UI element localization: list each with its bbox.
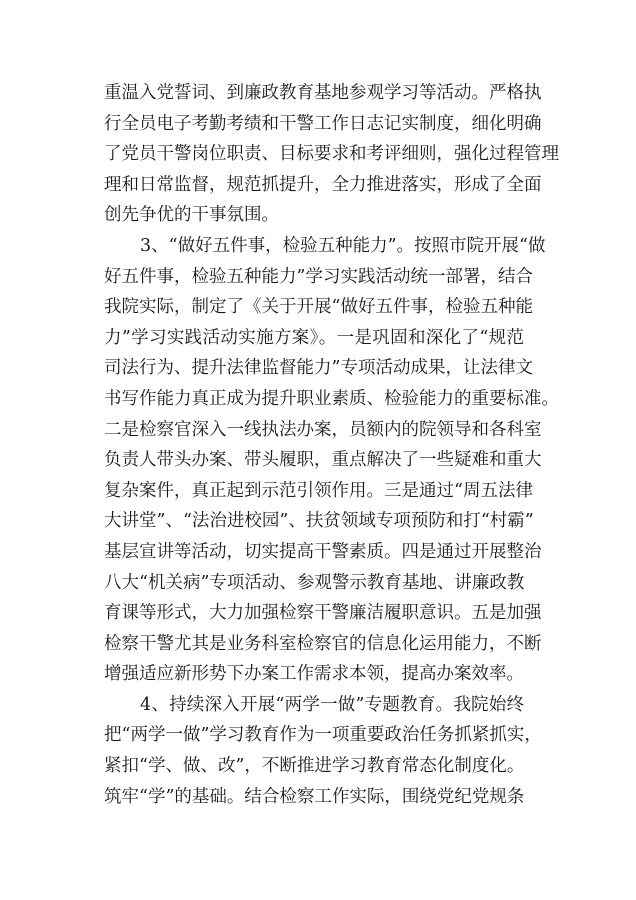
paragraph-line: 负责人带头办案、带头履职，重点解决了一些疑难和重大 (104, 450, 542, 471)
paragraph-line: 筑牢“学”的基础。结合检察工作实际，围绕党纪党规条 (104, 786, 525, 807)
body-text (104, 78, 559, 812)
paragraph-line: 复杂案件，真正起到示范引领作用。三是通过“周五法律 (104, 480, 533, 501)
paragraph-line: 司法行为、提升法律监督能力”专项活动成果，让法律文 (104, 358, 533, 379)
paragraph-line: 了党员干警岗位职责、目标要求和考评细则，强化过程管理 (104, 144, 559, 165)
paragraph-line: 我院实际，制定了《关于开展“做好五件事，检验五种能 (104, 297, 533, 318)
paragraph-line: 行全员电子考勤考绩和干警工作日志记实制度，细化明确 (104, 113, 542, 134)
section-heading-line: 4、持续深入开展“两学一做”专题教育。我院始终 (140, 694, 524, 715)
paragraph-line: 好五件事，检验五种能力”学习实践活动统一部署，结合 (104, 266, 533, 287)
paragraph-line: 二是检察官深入一线执法办案，员额内的院领导和各科室 (104, 419, 542, 440)
paragraph-line: 重温入党誓词、到廉政教育基地参观学习等活动。严格执 (104, 83, 542, 103)
paragraph-line: 书写作能力真正成为提升职业素质、检验能力的重要标准。 (104, 388, 559, 409)
paragraph-line: 检察干警尤其是业务科室检察官的信息化运用能力，不断 (104, 633, 542, 654)
paragraph-line: 增强适应新形势下办案工作需求本领，提高办案效率。 (104, 664, 524, 685)
paragraph-line: 育课等形式，大力加强检察干警廉洁履职意识。五是加强 (104, 603, 542, 624)
paragraph-line: 把“两学一做”学习教育作为一项重要政治任务抓紧抓实， (104, 725, 542, 746)
paragraph-line: 力”学习实践活动实施方案》。一是巩固和深化了“规范 (104, 327, 524, 348)
paragraph-line: 八大“机关病”专项活动、参观警示教育基地、讲廉政教 (104, 572, 525, 593)
paragraph-line: 基层宣讲等活动，切实提高干警素质。四是通过开展整治 (104, 541, 542, 562)
paragraph-line: 大讲堂”、“法治进校园”、扶贫领域专项预防和打“村霸” (104, 511, 534, 532)
section-heading-line: 3、“做好五件事，检验五种能力”。按照市院开展“做 (140, 235, 546, 256)
paragraph-line: 紧扣“学、做、改”，不断推进学习教育常态化制度化。 (104, 756, 525, 777)
paragraph-line: 创先争优的干事氛围。 (104, 205, 279, 226)
paragraph-line: 理和日常监督，规范抓提升，全力推进落实，形成了全面 (104, 174, 542, 195)
